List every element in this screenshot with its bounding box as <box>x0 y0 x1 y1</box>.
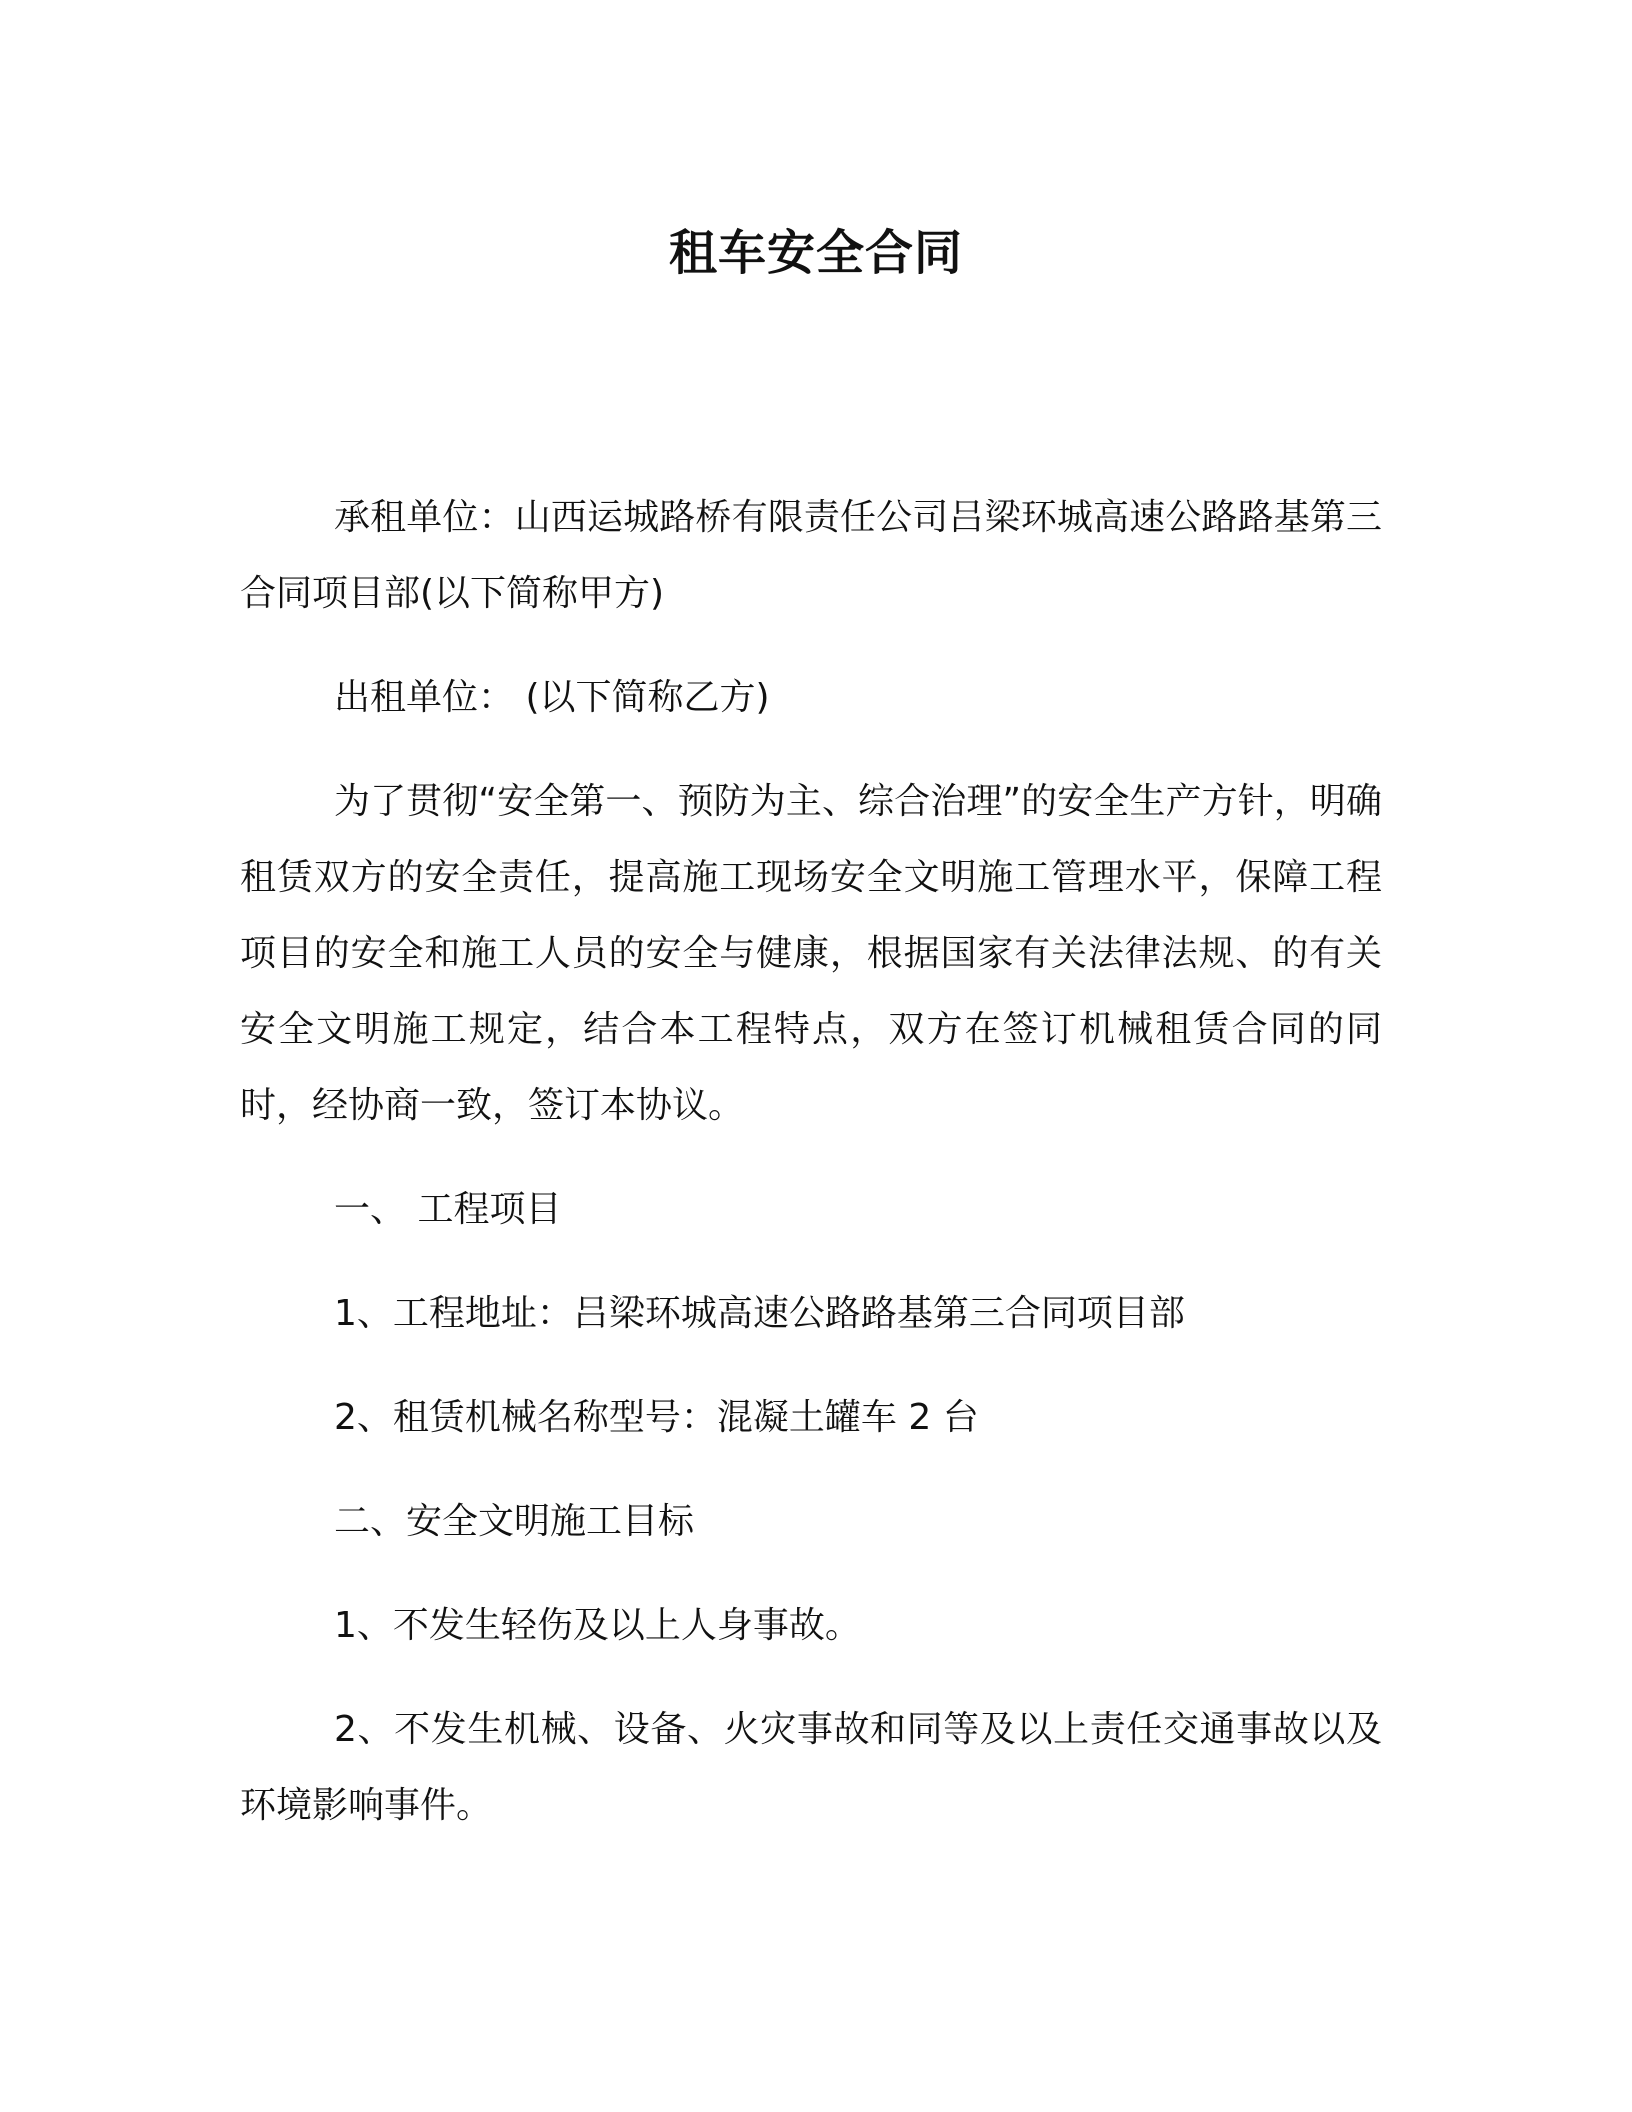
purpose-paragraph: 为了贯彻“安全第一、预防为主、综合治理”的安全生产方针，明确租赁双方的安全责任，提高施工现场安全文明施工管理水平，保障工程项目的安全和施工人员的安全与健康，根据国家有关法律法规、的有关安全文明施工规定，结合本工程特点，双方在签订机械租赁合同的同时，经协商一致，签订本协议。 <box>240 781 1382 1126</box>
project-address-item: 1、工程地址：吕梁环城高速公路路基第三合同项目部 <box>334 1293 1185 1334</box>
lessee-paragraph: 承租单位：山西运城路桥有限责任公司吕梁环城高速公路路基第三合同项目部(以下简称甲方) <box>240 497 1382 614</box>
lessor-paragraph: 出租单位： (以下简称乙方) <box>334 677 770 718</box>
safety-goal-item-1: 1、不发生轻伤及以上人身事故。 <box>334 1605 861 1646</box>
section-heading-project: 一、 工程项目 <box>334 1189 562 1230</box>
machinery-item: 2、租赁机械名称型号：混凝土罐车 2 台 <box>334 1397 979 1438</box>
document-body <box>240 480 1382 1872</box>
safety-goal-item-2: 2、不发生机械、设备、火灾事故和同等及以上责任交通事故以及环境影响事件。 <box>240 1709 1382 1826</box>
document-title: 租车安全合同 <box>668 225 963 281</box>
section-heading-safety-goals: 二、安全文明施工目标 <box>334 1501 695 1542</box>
